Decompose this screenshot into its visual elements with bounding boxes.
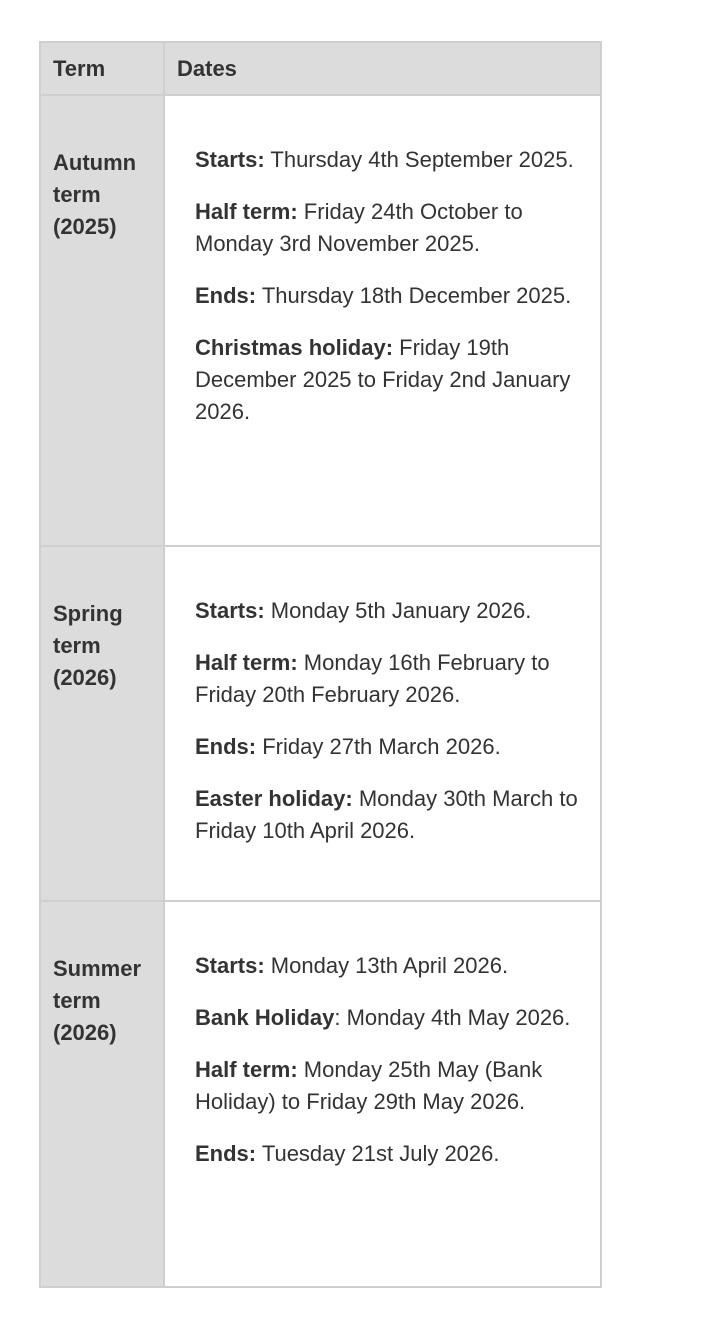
date-entry — [195, 595, 580, 627]
date-entry — [195, 1054, 580, 1118]
date-entry — [195, 783, 580, 847]
date-entry-label: Bank Holiday — [195, 1005, 335, 1030]
date-entry-text: Friday 27th March 2026. — [256, 734, 501, 759]
date-entry-label: Starts: — [195, 953, 265, 978]
term-name-cell: Autumn term (2025) — [40, 95, 164, 546]
date-entry-text: Monday 30th March to Friday 10th April 2026. — [195, 786, 578, 843]
term-dates-cell — [164, 901, 601, 1287]
date-entry-text: Monday 16th February to Friday 20th February 2026. — [195, 650, 550, 707]
date-entry-text: Tuesday 21st July 2026. — [256, 1141, 500, 1166]
date-entry-text: Friday 19th December 2025 to Friday 2nd January 2026. — [195, 335, 571, 424]
date-entry-text: Friday 24th October to Monday 3rd November 2025. — [195, 199, 523, 256]
term-dates-cell — [164, 546, 601, 901]
date-entry-label: Half term: — [195, 199, 298, 224]
term-name-cell: Summer term (2026) — [40, 901, 164, 1287]
term-name-cell: Spring term (2026) — [40, 546, 164, 901]
date-entry — [195, 332, 580, 428]
date-entry-text: Monday 5th January 2026. — [264, 598, 532, 623]
date-entry-label: Ends: — [195, 1141, 257, 1166]
dates-column-header: Dates — [164, 42, 601, 95]
date-entry-text: Monday 13th April 2026. — [264, 953, 509, 978]
table-row — [40, 901, 601, 1287]
date-entry — [195, 647, 580, 711]
term-dates-cell — [164, 95, 601, 546]
date-entry-text: Monday 25th May (Bank Holiday) to Friday 29th May 2026. — [195, 1057, 543, 1114]
date-entry — [195, 280, 580, 312]
term-column-header: Term — [40, 42, 164, 95]
date-entry-label: Ends: — [195, 283, 257, 308]
date-entry — [195, 144, 580, 176]
date-entry-text: : Monday 4th May 2026. — [334, 1005, 571, 1030]
date-entry — [195, 1138, 580, 1170]
date-entry-label: Starts: — [195, 598, 265, 623]
date-entry — [195, 950, 580, 982]
table-row — [40, 546, 601, 901]
date-entry — [195, 1002, 580, 1034]
date-entry-label: Easter holiday: — [195, 786, 353, 811]
date-entry-label: Starts: — [195, 147, 265, 172]
date-entry-text: Thursday 18th December 2025. — [256, 283, 572, 308]
date-entry — [195, 731, 580, 763]
table-row — [40, 95, 601, 546]
table-header-row — [40, 42, 601, 95]
date-entry-label: Half term: — [195, 650, 298, 675]
date-entry-label: Half term: — [195, 1057, 298, 1082]
date-entry-text: Thursday 4th September 2025. — [264, 147, 574, 172]
term-dates-table — [39, 41, 602, 1288]
date-entry — [195, 196, 580, 260]
date-entry-label: Christmas holiday: — [195, 335, 394, 360]
date-entry-label: Ends: — [195, 734, 257, 759]
